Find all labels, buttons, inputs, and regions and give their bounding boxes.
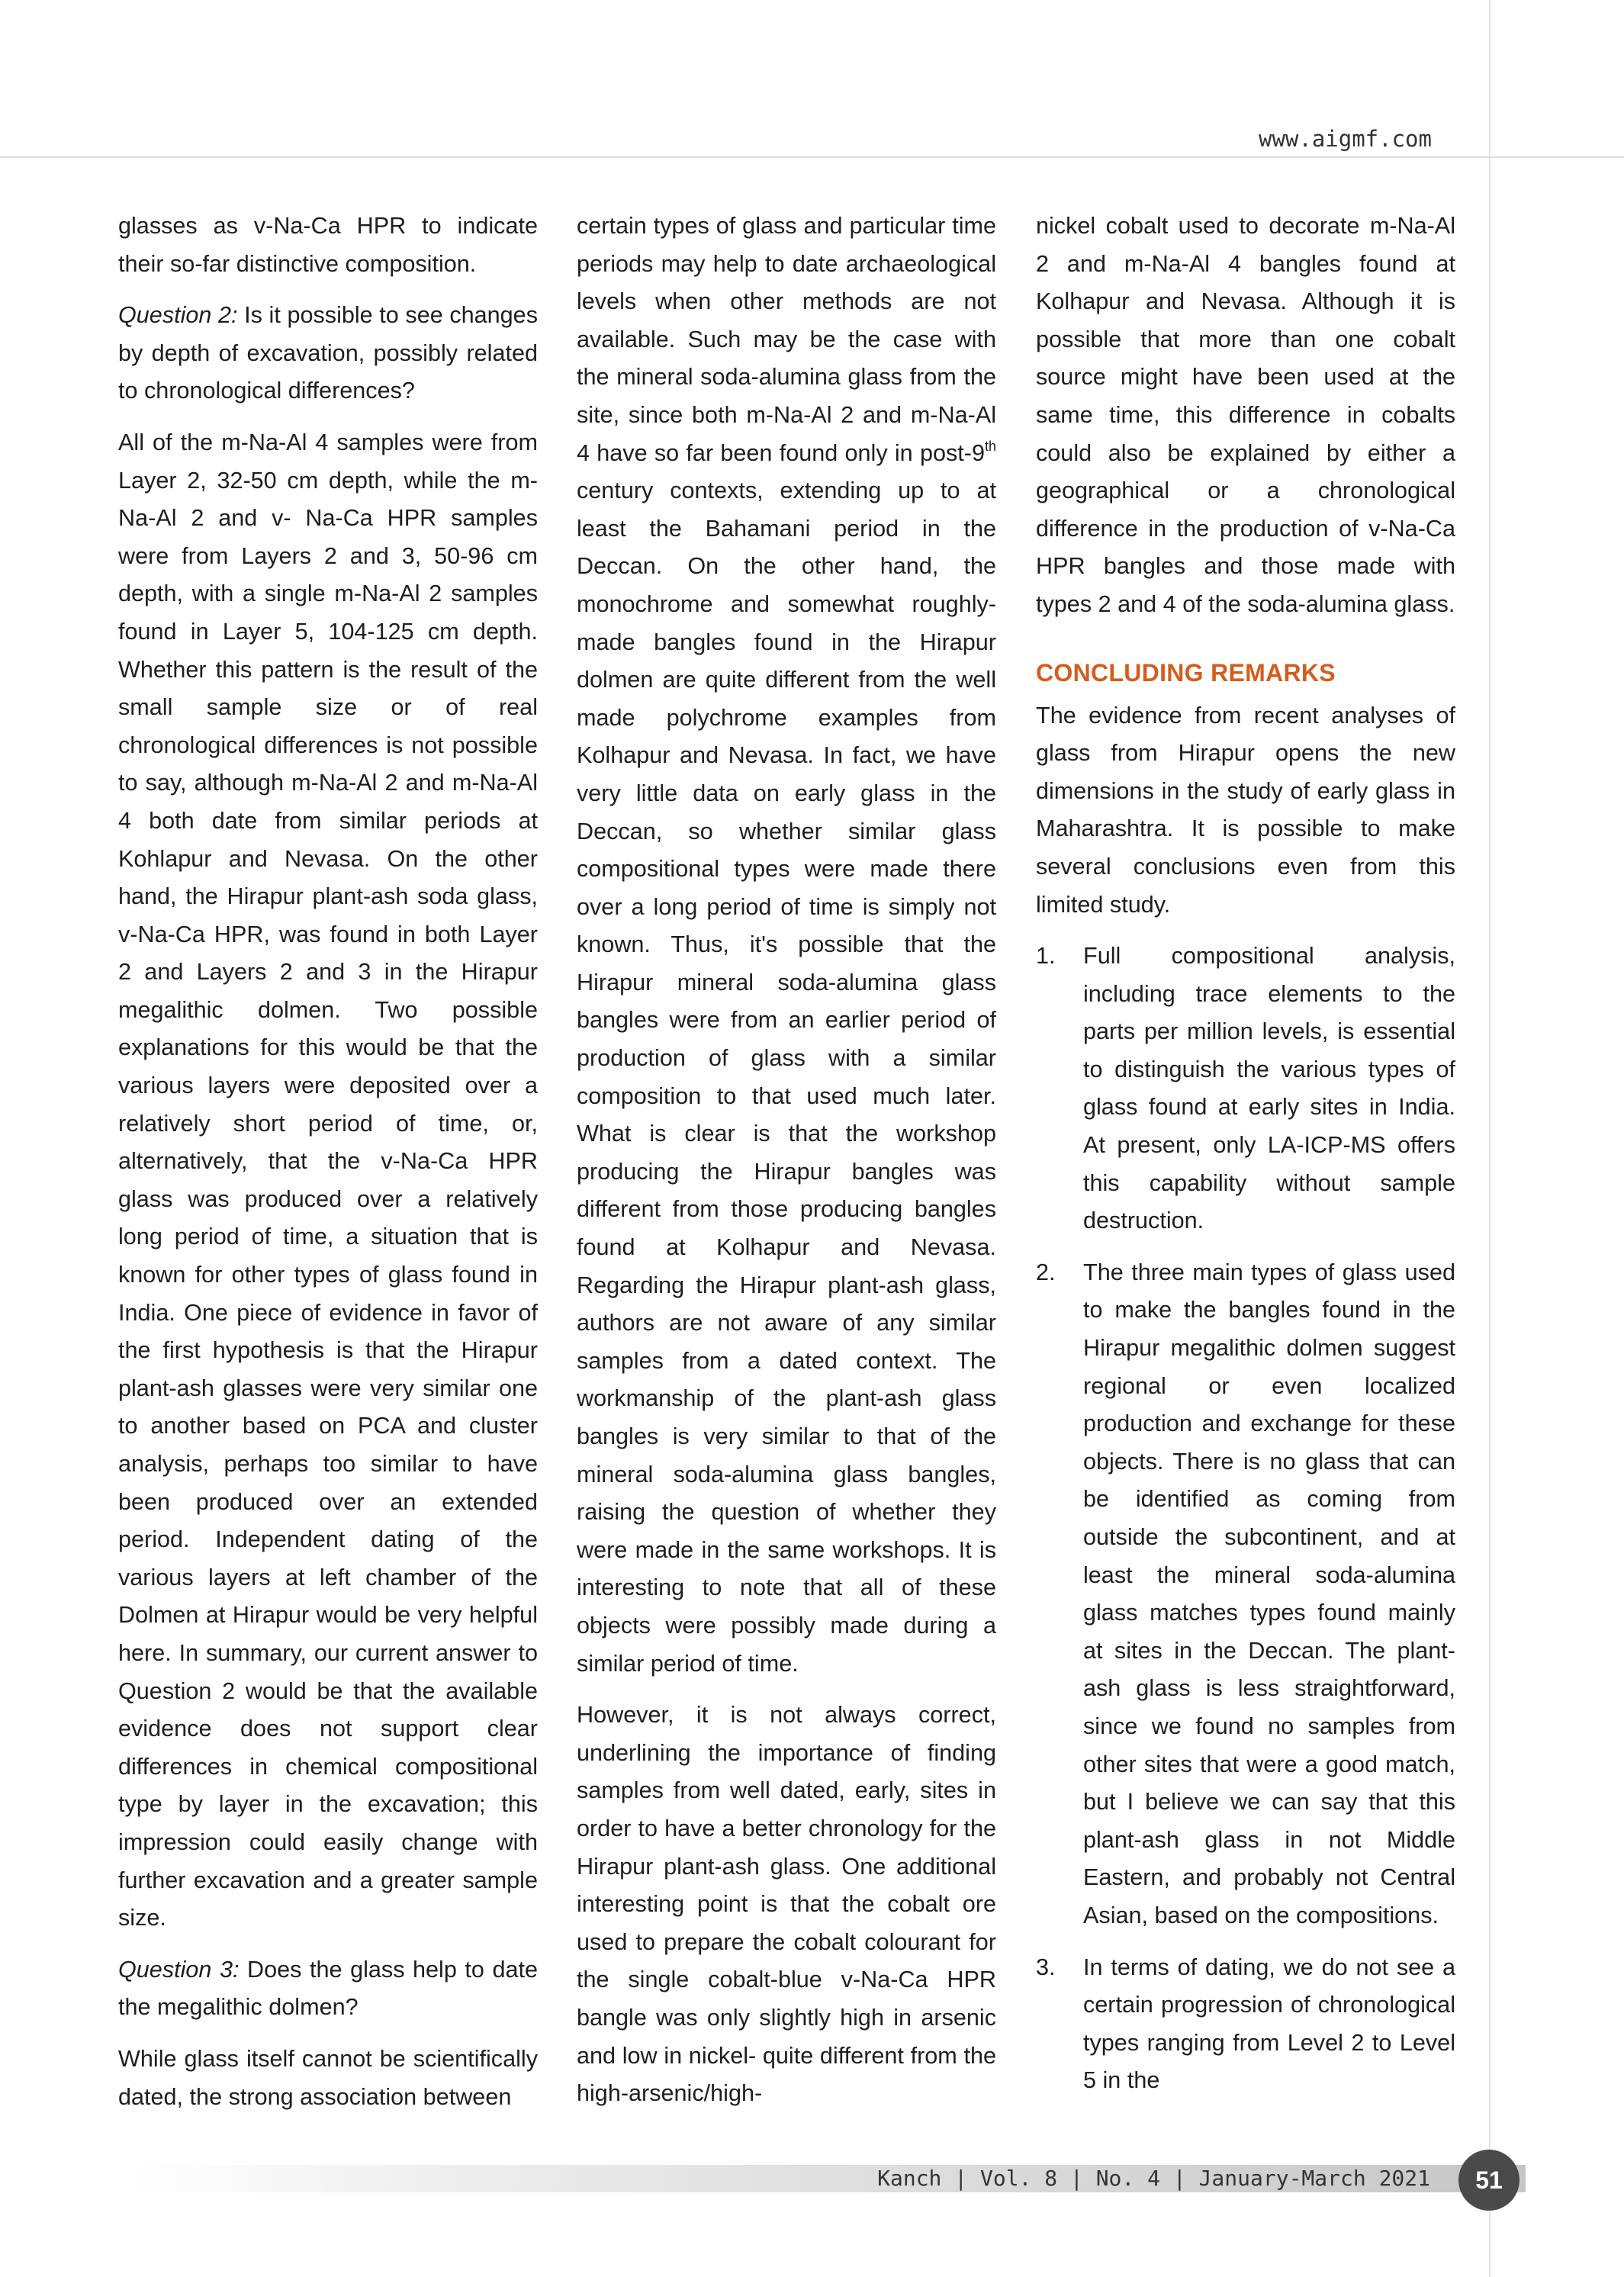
list-number: 2. xyxy=(1036,1259,1056,1285)
paragraph: While glass itself cannot be scientifically dated, the strong association between xyxy=(118,2045,538,2110)
list-text: Full compositional analysis, including trace elements to the parts per million levels, is essential to distinguish the various types of glass found at early sites in India. At present, only LA-ICP-MS offers this capability without sample destruction. xyxy=(1083,943,1455,1234)
question-text: Does the glass help to date the megalithic dolmen? xyxy=(118,1956,538,2021)
list-item xyxy=(1036,1254,1455,1935)
paragraph: However, it is not always correct, underlining the importance of finding samples from well dated, early, sites in order to have a better chronology for the Hirapur plant-ash glass. One additional interesting point is that the cobalt ore used to prepare the cobalt colourant for the single cobalt-blue v-Na-Ca HPR bangle was only slightly high in arsenic and low in nickel- quite different from the high-arsenic/high- xyxy=(577,1702,996,2107)
paragraph: All of the m-Na-Al 4 samples were from Layer 2, 32-50 cm depth, while the m-Na-Al 2 and v- Na-Ca HPR samples were from Layers 2 and 3, 50-96 cm depth, with a single m-Na-Al 2 samples found in Layer 5, 104-125 cm depth. Whether this pattern is the result of the small sample size or of real chronological differences is not possible to say, although m-Na-Al 2 and m-Na-Al 4 both date from similar periods at Kohlapur and Nevasa. On the other hand, the Hirapur plant-ash soda glass, v-Na-Ca HPR, was found in both Layer 2 and Layers 2 and 3 in the Hirapur megalithic dolmen. Two possible explanations for this would be that the various layers were deposited over a relatively short period of time, or, alternatively, that the v-Na-Ca HPR glass was produced over a relatively long period of time, a situation that is known for other types of glass found in India. One piece of evidence in favor of the first hypothesis is that the Hirapur plant-ash glasses were very similar one to another based on PCA and cluster analysis, perhaps too similar to have been produced over an extended period. Independent dating of the various layers at left chamber of the Dolmen at Hirapur would be very helpful here. In summary, our current answer to Question 2 would be that the available evidence does not support clear differences in chemical compositional type by layer in the excavation; this impression could easily change with further excavation and a greater sample size. xyxy=(118,429,538,1931)
section-heading: CONCLUDING REMARKS xyxy=(1036,658,1336,687)
text-segment: certain types of glass and particular time periods may help to date archaeological levels when other methods are not available. Such may be the case with the mineral soda-alumina glass from the site, since both m-Na-Al 2 and m-Na-Al 4 have so far been found only in post-9 xyxy=(577,213,996,466)
footer-journal-info: Kanch | Vol. 8 | No. 4 | January-March 2021 xyxy=(877,2166,1430,2191)
question-label: Question 3: xyxy=(118,1956,240,1983)
question-2 xyxy=(118,297,538,410)
column-1 xyxy=(118,207,538,2115)
column-2 xyxy=(577,207,996,2115)
list-number: 3. xyxy=(1036,1954,1056,1980)
paragraph: glasses as v-Na-Ca HPR to indicate their so-far distinctive composition. xyxy=(118,213,538,277)
header-rule xyxy=(0,156,1624,158)
text-segment: century contexts, extending up to at least the Bahamani period in the Deccan. On the other hand, the monochrome and somewhat roughly-made bangles found in the Hirapur dolmen are quite different from the well made polychrome examples from Kolhapur and Nevasa. In fact, we have very little data on early glass in the Deccan, so whether similar glass compositional types were made there over a long period of time is simply not known. Thus, it's possible that the Hirapur mineral soda-alumina glass bangles were from an earlier period of production of glass with a similar composition to that used much later. What is clear is that the workshop producing the Hirapur bangles was different from those producing bangles found at Kolhapur and Nevasa. Regarding the Hirapur plant-ash glass, authors are not aware of any similar samples from a dated context. The workmanship of the plant-ash glass bangles is very similar to that of the mineral soda-alumina glass bangles, raising the question of whether they were made in the same workshops. It is interesting to note that all of these objects were possibly made during a similar period of time. xyxy=(577,478,996,1677)
list-item xyxy=(1036,937,1455,1240)
paragraph xyxy=(577,207,996,1683)
list-number: 1. xyxy=(1036,943,1056,970)
list-text: In terms of dating, we do not see a certain progression of chronological types ranging from Level 2 to Level 5 in the xyxy=(1083,1954,1455,2094)
superscript: th xyxy=(984,438,996,454)
paragraph: The evidence from recent analyses of glass from Hirapur opens the new dimensions in the study of early glass in Maharashtra. It is possible to make several conclusions even from this limited study. xyxy=(1036,702,1455,918)
page-edge-line xyxy=(1489,0,1491,2277)
list-text: The three main types of glass used to make the bangles found in the Hirapur megalithic dolmen suggest regional or even localized production and exchange for these objects. There is no glass that can be identified as coming from outside the subcontinent, and at least the mineral soda-alumina glass matches types found mainly at sites in the Deccan. The plant-ash glass is less straightforward, since we found no samples from other sites that were a good match, but I believe we can say that this plant-ash glass in not Middle Eastern, and probably not Central Asian, based on the compositions. xyxy=(1083,1259,1455,1928)
question-3 xyxy=(118,1951,538,2027)
list-item xyxy=(1036,1949,1455,2100)
question-label: Question 2: xyxy=(118,302,238,329)
page-number-badge: 51 xyxy=(1458,2150,1519,2211)
conclusions-list xyxy=(1036,937,1455,2100)
paragraph: nickel cobalt used to decorate m-Na-Al 2 and m-Na-Al 4 bangles found at Kolhapur and Nevasa. Although it is possible that more than one cobalt source might have been used at the same time, this difference in cobalts could also be explained by either a geographical or a chronological difference in the production of v-Na-Ca HPR bangles and those made with types 2 and 4 of the soda-alumina glass. xyxy=(1036,213,1455,617)
header-url: www.aigmf.com xyxy=(1259,126,1432,152)
column-3 xyxy=(1036,207,1455,2115)
question-text: Is it possible to see changes by depth of excavation, possibly related to chronological differences? xyxy=(118,302,538,404)
